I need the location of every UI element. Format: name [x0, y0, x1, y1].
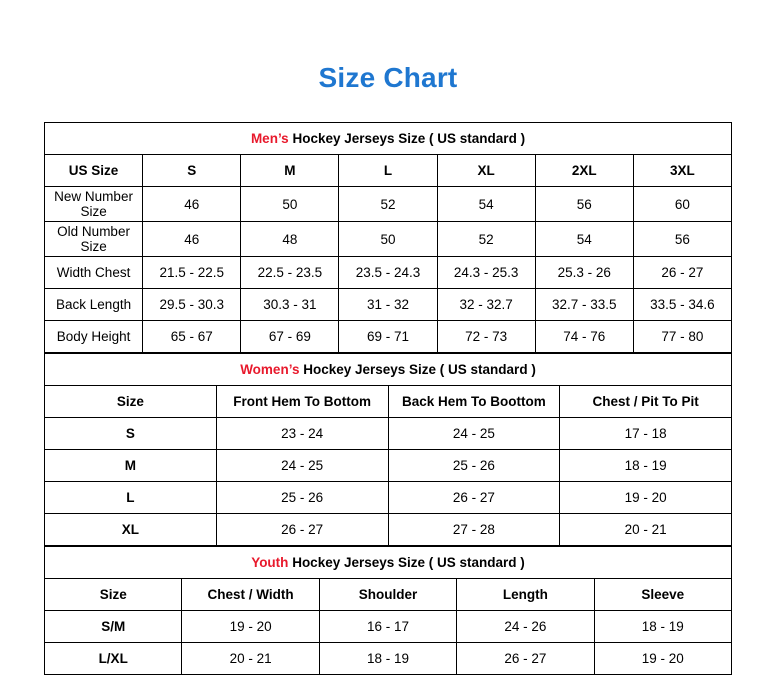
womens-header-rest: Hockey Jerseys Size ( US standard ): [299, 362, 536, 377]
womens-col-0: Size: [45, 386, 217, 418]
womens-r0-c2: 24 - 25: [388, 418, 560, 450]
table-section-header-row: [45, 354, 732, 386]
mens-r4-c2: 67 - 69: [241, 321, 339, 353]
youth-col-2: Shoulder: [319, 579, 456, 611]
mens-r1-c3: 50: [339, 222, 437, 257]
womens-size-table: [44, 353, 732, 546]
mens-r3-c2: 30.3 - 31: [241, 289, 339, 321]
mens-r1-c6: 56: [633, 222, 731, 257]
table-section-header-row: [45, 547, 732, 579]
youth-r0-c0: S/M: [45, 611, 182, 643]
mens-r2-c1: 21.5 - 22.5: [143, 257, 241, 289]
mens-header-rest: Hockey Jerseys Size ( US standard ): [288, 131, 526, 146]
mens-r4-c0: Body Height: [45, 321, 143, 353]
womens-r2-c3: 19 - 20: [560, 482, 732, 514]
table-row: [45, 321, 732, 353]
womens-col-1: Front Hem To Bottom: [216, 386, 388, 418]
mens-r1-c4: 52: [437, 222, 535, 257]
womens-r3-c2: 27 - 28: [388, 514, 560, 546]
womens-r1-c0: M: [45, 450, 217, 482]
table-row: [45, 450, 732, 482]
table-section-header-row: [45, 123, 732, 155]
mens-r0-c3: 52: [339, 187, 437, 222]
mens-r0-c4: 54: [437, 187, 535, 222]
mens-r0-c2: 50: [241, 187, 339, 222]
mens-r2-c0: Width Chest: [45, 257, 143, 289]
womens-col-2: Back Hem To Boottom: [388, 386, 560, 418]
mens-r0-c6: 60: [633, 187, 731, 222]
mens-r3-c1: 29.5 - 30.3: [143, 289, 241, 321]
youth-r0-c3: 24 - 26: [457, 611, 594, 643]
mens-r4-c6: 77 - 80: [633, 321, 731, 353]
youth-r1-c0: L/XL: [45, 643, 182, 675]
mens-r1-c2: 48: [241, 222, 339, 257]
mens-col-1: S: [143, 155, 241, 187]
mens-col-2: M: [241, 155, 339, 187]
table-row: [45, 418, 732, 450]
size-chart-tables: [44, 122, 732, 675]
youth-col-0: Size: [45, 579, 182, 611]
mens-r2-c3: 23.5 - 24.3: [339, 257, 437, 289]
table-row: [45, 611, 732, 643]
table-row: [45, 257, 732, 289]
womens-r0-c0: S: [45, 418, 217, 450]
mens-r4-c5: 74 - 76: [535, 321, 633, 353]
womens-r1-c3: 18 - 19: [560, 450, 732, 482]
youth-r0-c4: 18 - 19: [594, 611, 731, 643]
womens-r2-c0: L: [45, 482, 217, 514]
youth-col-4: Sleeve: [594, 579, 731, 611]
womens-r3-c1: 26 - 27: [216, 514, 388, 546]
youth-r1-c1: 20 - 21: [182, 643, 319, 675]
mens-col-3: L: [339, 155, 437, 187]
youth-section-header: [45, 547, 732, 579]
youth-r0-c2: 16 - 17: [319, 611, 456, 643]
mens-col-6: 3XL: [633, 155, 731, 187]
womens-r3-c0: XL: [45, 514, 217, 546]
mens-r2-c5: 25.3 - 26: [535, 257, 633, 289]
womens-r3-c3: 20 - 21: [560, 514, 732, 546]
mens-header-accent: Men’s: [250, 131, 289, 146]
mens-col-4: XL: [437, 155, 535, 187]
youth-header-rest: Hockey Jerseys Size ( US standard ): [288, 555, 525, 570]
mens-r2-c2: 22.5 - 23.5: [241, 257, 339, 289]
mens-r3-c3: 31 - 32: [339, 289, 437, 321]
mens-size-table: [44, 122, 732, 353]
youth-size-table: [44, 546, 732, 675]
mens-r4-c3: 69 - 71: [339, 321, 437, 353]
mens-section-header: [45, 123, 732, 155]
youth-r1-c2: 18 - 19: [319, 643, 456, 675]
womens-r2-c2: 26 - 27: [388, 482, 560, 514]
mens-r4-c4: 72 - 73: [437, 321, 535, 353]
youth-col-1: Chest / Width: [182, 579, 319, 611]
table-row: [45, 514, 732, 546]
womens-col-3: Chest / Pit To Pit: [560, 386, 732, 418]
mens-col-0: US Size: [45, 155, 143, 187]
youth-header-accent: Youth: [251, 555, 289, 570]
page-title: Size Chart: [318, 62, 458, 93]
womens-section-header: [45, 354, 732, 386]
womens-r0-c1: 23 - 24: [216, 418, 388, 450]
mens-r1-c1: 46: [143, 222, 241, 257]
table-row: [45, 222, 732, 257]
mens-r0-c1: 46: [143, 187, 241, 222]
mens-r2-c4: 24.3 - 25.3: [437, 257, 535, 289]
mens-r0-c5: 56: [535, 187, 633, 222]
mens-col-5: 2XL: [535, 155, 633, 187]
mens-r2-c6: 26 - 27: [633, 257, 731, 289]
womens-r2-c1: 25 - 26: [216, 482, 388, 514]
table-row: [45, 289, 732, 321]
womens-r1-c1: 24 - 25: [216, 450, 388, 482]
mens-r3-c5: 32.7 - 33.5: [535, 289, 633, 321]
table-header-row: [45, 155, 732, 187]
mens-r3-c4: 32 - 32.7: [437, 289, 535, 321]
mens-r1-c5: 54: [535, 222, 633, 257]
youth-col-3: Length: [457, 579, 594, 611]
mens-r4-c1: 65 - 67: [143, 321, 241, 353]
youth-r1-c4: 19 - 20: [594, 643, 731, 675]
table-row: [45, 187, 732, 222]
table-row: [45, 482, 732, 514]
womens-r0-c3: 17 - 18: [560, 418, 732, 450]
womens-header-accent: Women’s: [240, 362, 300, 377]
table-header-row: [45, 386, 732, 418]
mens-r0-c0: New Number Size: [45, 187, 143, 222]
table-row: [45, 643, 732, 675]
mens-r3-c0: Back Length: [45, 289, 143, 321]
youth-r0-c1: 19 - 20: [182, 611, 319, 643]
youth-r1-c3: 26 - 27: [457, 643, 594, 675]
mens-r1-c0: Old Number Size: [45, 222, 143, 257]
womens-r1-c2: 25 - 26: [388, 450, 560, 482]
table-header-row: [45, 579, 732, 611]
mens-r3-c6: 33.5 - 34.6: [633, 289, 731, 321]
